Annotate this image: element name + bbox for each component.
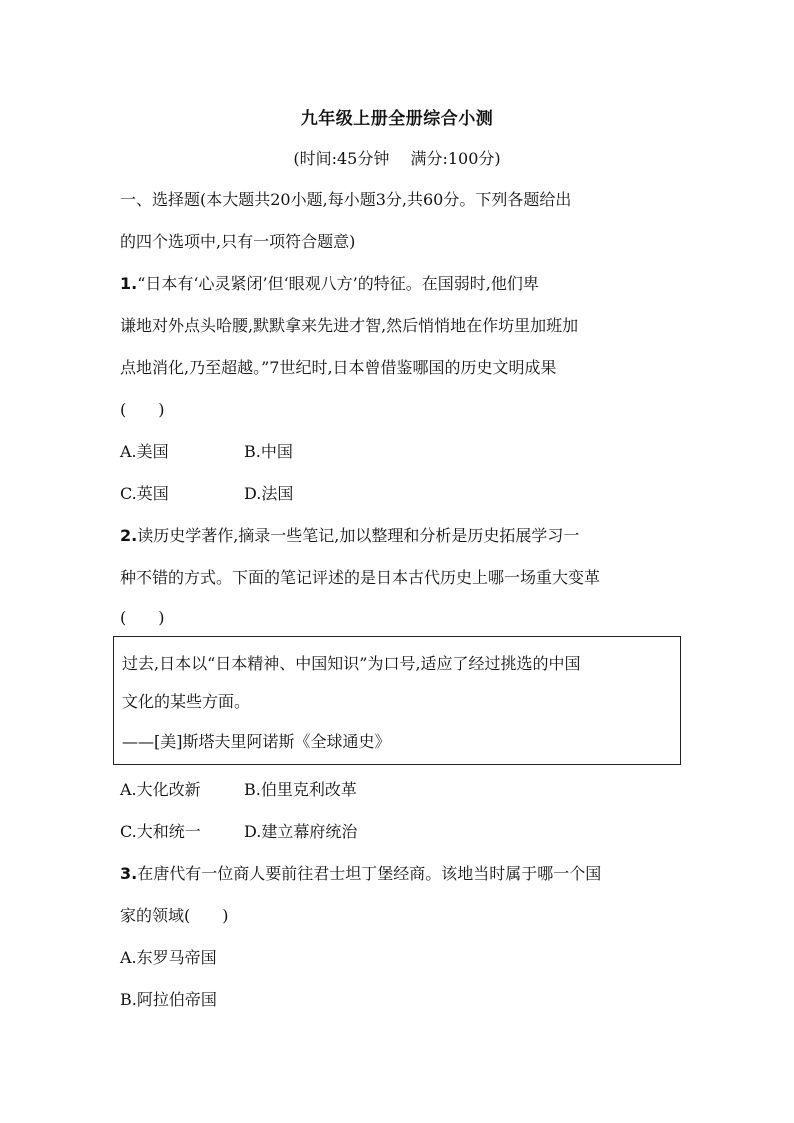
option-c: C.英国 xyxy=(120,484,169,503)
page-title: 九年级上册全册综合小测 xyxy=(300,109,494,129)
option-d: D.法国 xyxy=(244,484,294,503)
quote-text-line-1: 过去,日本以“日本精神、中国知识”为口号,适应了经过挑选的中国 xyxy=(122,654,581,673)
question-3-line-2: 家的领域( ) xyxy=(120,906,229,925)
answer-parenthesis: ( ) xyxy=(120,608,165,627)
options-row xyxy=(120,778,680,802)
options-row xyxy=(120,440,680,464)
option-c: C.大和统一 xyxy=(120,822,201,841)
question-text: “日本有‘心灵紧闭’但‘眼观八方’的特征。在国弱时,他们卑 xyxy=(137,274,539,293)
question-1-line-1 xyxy=(120,272,680,296)
quote-text-line-2: 文化的某些方面。 xyxy=(122,692,251,711)
question-2-line-2: 种不错的方式。下面的笔记评述的是日本古代历史上哪一场重大变革 xyxy=(120,568,601,587)
question-number: 1. xyxy=(120,274,138,293)
question-2-line-1 xyxy=(120,524,680,548)
exam-time-score: (时间:45分钟 满分:100分) xyxy=(293,149,501,168)
option-b: B.阿拉伯帝国 xyxy=(120,990,217,1009)
option-d: D.建立幕府统治 xyxy=(244,822,358,841)
quote-box xyxy=(113,636,681,765)
question-text: 在唐代有一位商人要前往君士坦丁堡经商。该地当时属于哪一个国 xyxy=(137,864,602,883)
option-a: A.大化改新 xyxy=(120,780,201,799)
options-row xyxy=(120,482,680,506)
section-heading-line-1: 一、选择题(本大题共20小题,每小题3分,共60分。下列各题给出 xyxy=(120,190,572,209)
option-a: A.美国 xyxy=(120,442,169,461)
answer-parenthesis: ( ) xyxy=(120,400,165,419)
question-text: 读历史学著作,摘录一些笔记,加以整理和分析是历史拓展学习一 xyxy=(137,526,580,545)
option-b: B.中国 xyxy=(244,442,293,461)
options-row xyxy=(120,820,680,844)
quote-source: ——[美]斯塔夫里阿诺斯《全球通史》 xyxy=(122,732,391,751)
question-1-line-3: 点地消化,乃至超越。”7世纪时,日本曾借鉴哪国的历史文明成果 xyxy=(120,358,557,377)
question-3-line-1 xyxy=(120,862,680,886)
option-a: A.东罗马帝国 xyxy=(120,948,217,967)
section-heading-line-2: 的四个选项中,只有一项符合题意) xyxy=(120,232,356,251)
question-number: 2. xyxy=(120,526,138,545)
option-b: B.伯里克利改革 xyxy=(244,780,357,799)
question-number: 3. xyxy=(120,864,138,883)
question-1-line-2: 谦地对外点头哈腰,默默拿来先进才智,然后悄悄地在作坊里加班加 xyxy=(120,316,579,335)
